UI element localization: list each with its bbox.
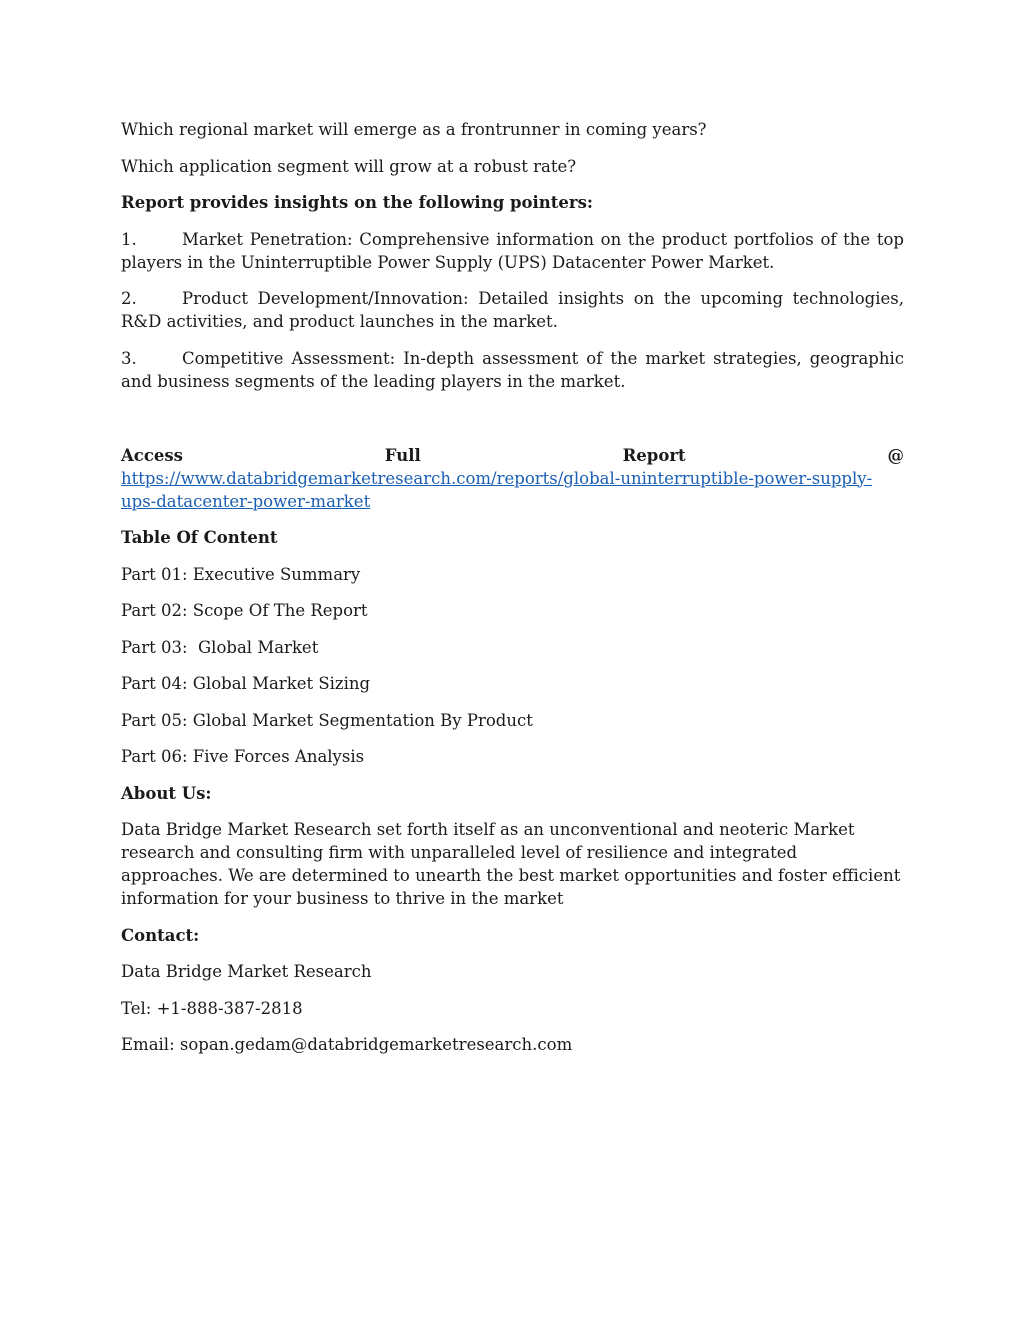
toc-item: Part 02: Scope Of The Report <box>121 601 368 620</box>
contact-heading: Contact: <box>121 925 200 945</box>
access-label: Access Full Report @ <box>121 445 904 465</box>
toc-item: Part 05: Global Market Segmentation By Product <box>121 710 533 730</box>
document-page <box>121 118 904 1070</box>
about-text: Data Bridge Market Research set forth itself as an unconventional and neoteric Market research and consulting firm with unparalleled level of resilience and integrated approaches. We are determined to unearth the best market opportunities and foster efficient information for your business to thrive in the market <box>121 820 901 908</box>
toc-heading: Table Of Content <box>121 528 278 547</box>
toc-item: Part 03: Global Market <box>121 637 319 657</box>
pointer-text: Market Penetration: Comprehensive information on the product portfolios of the top players in the Uninterruptible Power Supply (UPS) Datacenter Power Market. <box>121 229 904 272</box>
pointer-number: 3. <box>121 348 137 368</box>
pointer-text: Competitive Assessment: In-depth assessment of the market strategies, geographic and business segments of the leading players in the market. <box>121 348 904 391</box>
contact-email: Email: sopan.gedam@databridgemarketresearch.com <box>121 1035 573 1054</box>
question-regional: Which regional market will emerge as a frontrunner in coming years? <box>121 120 707 139</box>
pointer-item <box>121 287 904 333</box>
pointers-heading: Report provides insights on the following pointers: <box>121 193 593 212</box>
pointer-number: 1. <box>121 229 137 249</box>
toc-item: Part 06: Five Forces Analysis <box>121 747 365 766</box>
about-heading: About Us: <box>121 783 212 803</box>
question-application: Which application segment will grow at a robust rate? <box>121 156 577 176</box>
toc-item: Part 04: Global Market Sizing <box>121 674 371 693</box>
report-link[interactable]: https://www.databridgemarketresearch.com/reports/global-uninterruptible-power-supply-ups-datacenter-power-market <box>121 468 873 511</box>
pointer-item <box>121 228 904 274</box>
toc-item: Part 01: Executive Summary <box>121 564 361 584</box>
pointer-text: Product Development/Innovation: Detailed insights on the upcoming technologies, R&D activities, and product launches in the market. <box>121 289 904 331</box>
contact-company: Data Bridge Market Research <box>121 962 372 981</box>
pointer-item <box>121 347 904 393</box>
pointer-number: 2. <box>121 289 137 308</box>
contact-tel: Tel: +1-888-387-2818 <box>121 998 303 1018</box>
access-full-report <box>121 444 904 513</box>
